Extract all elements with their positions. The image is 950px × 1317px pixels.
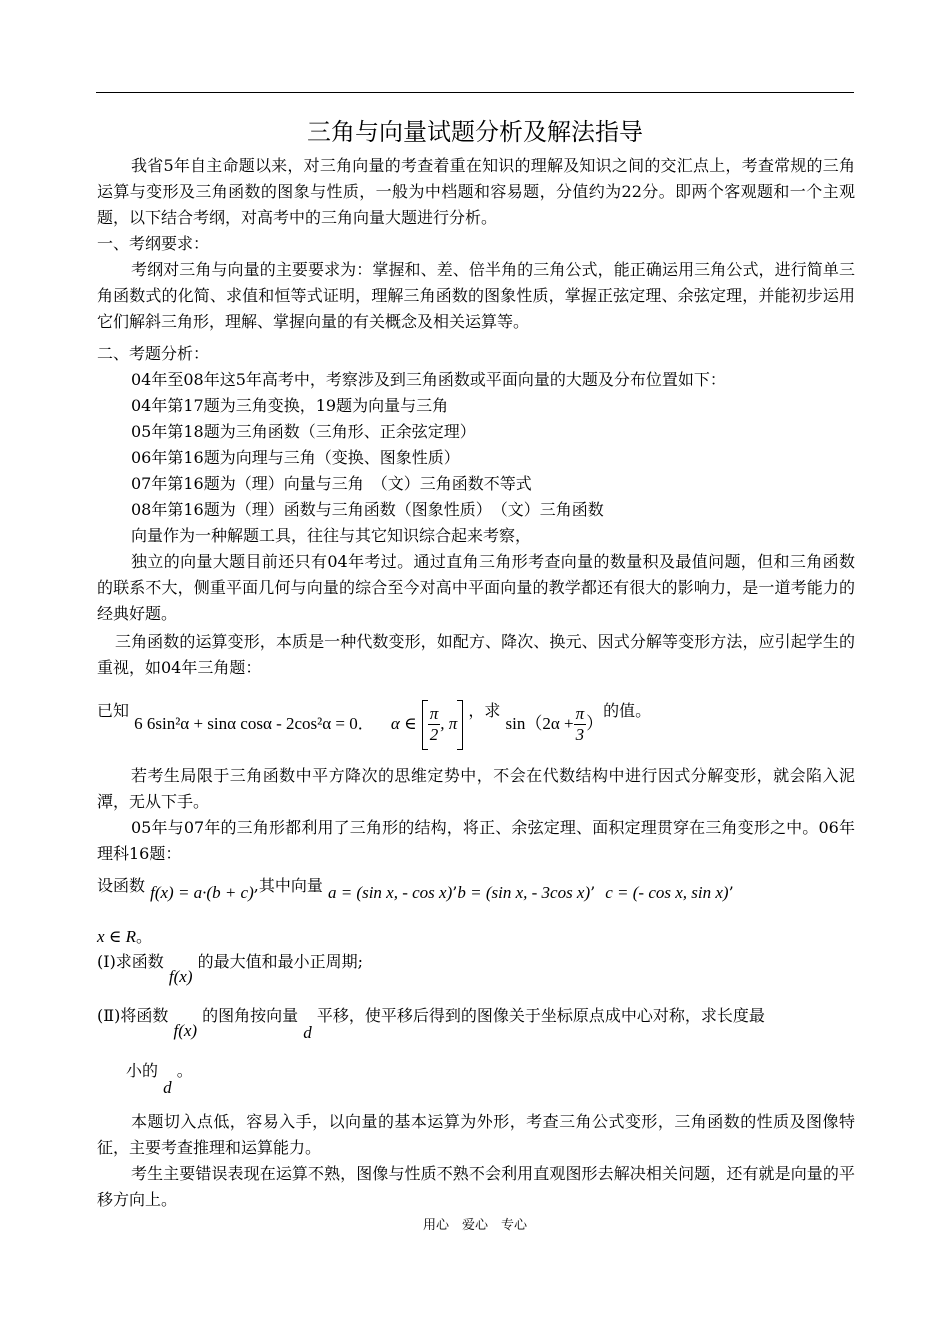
separator: ’ xyxy=(452,883,458,902)
intro-paragraph: 我省5年自主命题以来，对三角向量的考查着重在知识的理解及知识之间的交汇点上，考查常规的三角运算与变形及三角函数的图象与性质，一般为中档题和容易题，分值约为22分。即两个客观题和一个主观题，以下结合考纲，对高考中的三角向量大题进行分析。 xyxy=(97,156,855,227)
problem-suffix: 的值。 xyxy=(603,701,652,720)
05-07-paragraph: 05年与07年的三角形都利用了三角形的结构，将正、余弦定理、面积定理贯穿在三角变形之中。06年理科16题： xyxy=(97,818,855,863)
vector-paragraph: 独立的向量大题目前还只有04年考过。通过直角三角形考查向量的数量积及最值问题，但和三角函数的联系不大，侧重平面几何与向量的综合至今对高中平面向量的教学都还有很大的影响力，是一道考能力的经典好题。 xyxy=(97,552,855,623)
trap-paragraph: 若考生局限于三角函数中平方降次的思维定势中，不会在代数结构中进行因式分解变形，就会陷入泥潭，无从下手。 xyxy=(97,766,855,811)
problem-06-part1 xyxy=(97,949,855,995)
vector-d: d xyxy=(303,1023,312,1042)
section-heading-syllabus: 一、考纲要求： xyxy=(97,234,210,253)
fraction-pi-2 xyxy=(428,704,441,745)
header-rule xyxy=(96,92,854,93)
equation-dot: ． xyxy=(357,714,374,733)
part2-label: (Ⅱ)将函数 xyxy=(97,1006,169,1025)
equation: 6 6sin²α + sinα cosα - 2cos²α = 0 xyxy=(134,714,358,733)
analysis-line: 07年第16题为（理）向量与三角 （文）三角函数不等式 xyxy=(131,474,532,493)
alpha-in: α ∈ xyxy=(390,714,417,733)
separator: ’ xyxy=(728,883,734,902)
problem-06-domain xyxy=(97,924,855,950)
analysis-line: 04年至08年这5年高考中，考察涉及到三角函数或平面向量的大题及分布位置如下： xyxy=(131,370,726,389)
separator: ’ xyxy=(590,883,596,902)
domain-end: 。 xyxy=(136,927,153,946)
problem-prefix: 已知 xyxy=(97,701,130,720)
ask-text: ，求 xyxy=(468,701,501,720)
fraction-denominator: 2 xyxy=(429,725,439,744)
problem-06-definition xyxy=(97,873,855,913)
analysis-line: 05年第18题为三角函数（三角形、正余弦定理） xyxy=(131,422,476,441)
domain: x ∈ R xyxy=(97,927,137,946)
part2-end: 。 xyxy=(176,1061,193,1080)
vector-b: b = (sin x, - 3cos x) xyxy=(457,883,591,902)
function-definition: f(x) = a·(b + c) xyxy=(150,883,254,902)
vector-a: a = (sin x, - cos x) xyxy=(327,883,453,902)
vector-c: c = (- cos x, sin x) xyxy=(605,883,729,902)
part1-label: (Ⅰ)求函数 xyxy=(97,952,164,971)
right-bracket xyxy=(457,700,463,750)
section-heading-analysis: 二、考题分析： xyxy=(97,344,210,363)
analysis-line: 08年第16题为（理）函数与三角函数（图象性质） （文）三角函数 xyxy=(131,500,604,519)
entry-point-paragraph: 本题切入点低，容易入手，以向量的基本运算为外形，考查三角公式变形，三角函数的性质及图像特征，主要考查推理和运算能力。 xyxy=(97,1112,855,1157)
sin-close: ） xyxy=(586,714,604,733)
problem-06-part2 xyxy=(97,1003,855,1051)
vectors-intro: ,其中向量 xyxy=(253,876,323,895)
common-errors-paragraph: 考生主要错误表现在运算不熟，图像与性质不熟不会利用直观图形去解决相关问题，还有就是向量的平移方向上。 xyxy=(97,1164,855,1209)
syllabus-paragraph: 考纲对三角与向量的主要要求为：掌握和、差、倍半角的三角公式，能正确运用三角公式，进行简单三角函数式的化简、求值和恒等式证明，理解三角函数的图象性质，掌握正弦定理、余弦定理，并能初步运用它们解斜三角形，理解、掌握向量的有关概念及相关运算等。 xyxy=(97,260,855,331)
page-title: 三角与向量试题分析及解法指导 xyxy=(307,118,643,146)
page-footer: 用心 爱心 专心 xyxy=(422,1218,527,1233)
sin-expression: sin（2α + xyxy=(505,714,574,733)
part1-tail: 的最大值和最小正周期; xyxy=(197,952,363,971)
fraction-numerator: π xyxy=(429,704,439,723)
part2-cont: 小的 xyxy=(126,1061,159,1080)
part2-function: f(x) xyxy=(173,1021,198,1040)
analysis-line: 04年第17题为三角变换，19题为向量与三角 xyxy=(131,396,449,415)
fraction-numerator: π xyxy=(575,704,585,723)
interval-tail: , π xyxy=(440,714,458,733)
analysis-line: 向量作为一种解题工具，往往与其它知识综合起来考察， xyxy=(131,526,532,545)
vector-d: d xyxy=(163,1078,172,1097)
trig-paragraph: 三角函数的运算变形，本质是一种代数变形，如配方、降次、换元、因式分解等变形方法，应引起学生的重视，如04年三角题： xyxy=(97,632,855,677)
analysis-line: 06年第16题为向理与三角（变换、图象性质） xyxy=(131,448,460,467)
part2-mid: 的图角按向量 xyxy=(202,1006,299,1025)
part2-tail: 平移，使平移后得到的图像关于坐标原点成中心对称，求长度最 xyxy=(316,1006,765,1025)
problem-04-formula xyxy=(97,696,855,752)
problem-lead: 设函数 xyxy=(97,876,146,895)
fraction-pi-3 xyxy=(574,704,587,745)
part1-function: f(x) xyxy=(168,967,193,986)
problem-06-part2-cont xyxy=(126,1058,826,1106)
fraction-denominator: 3 xyxy=(575,725,585,744)
